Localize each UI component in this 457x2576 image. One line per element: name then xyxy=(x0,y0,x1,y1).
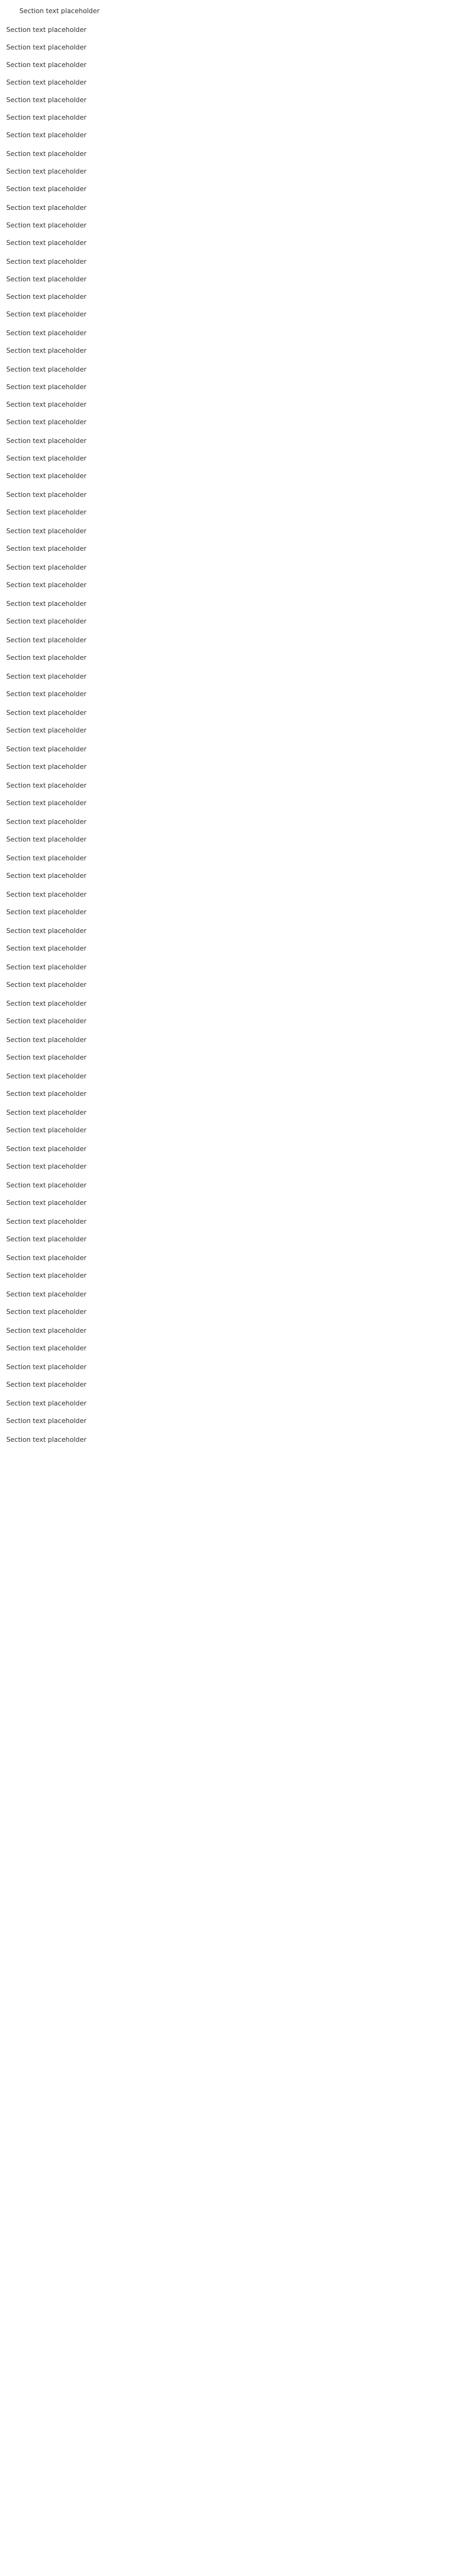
body-paragraph: Section text placeholder xyxy=(6,419,87,426)
subsection-heading: Section text placeholder xyxy=(6,637,87,644)
spec-line: Section text placeholder xyxy=(6,79,87,86)
body-paragraph: Section text placeholder xyxy=(6,1127,87,1134)
spec-line: Section text placeholder xyxy=(6,347,87,355)
subsection-heading: Section text placeholder xyxy=(6,1036,87,1044)
subsection-heading: Section text placeholder xyxy=(6,491,87,499)
subsection-heading: Section text placeholder xyxy=(6,204,87,212)
subsection-heading: Section text placeholder xyxy=(6,1145,87,1153)
subsection-heading: Section text placeholder xyxy=(6,401,87,409)
subsection-heading: Section text placeholder xyxy=(6,564,87,571)
body-paragraph: Section text placeholder xyxy=(6,1163,87,1171)
subsection-heading: Section text placeholder xyxy=(6,1109,87,1117)
subsection-heading: Section text placeholder xyxy=(6,1218,87,1226)
body-paragraph: Section text placeholder xyxy=(6,945,87,952)
spec-line: Section text placeholder xyxy=(6,132,87,139)
spec-line: Section text placeholder xyxy=(6,222,87,229)
subsection-heading: Section text placeholder xyxy=(6,258,87,266)
section-heading: Section text placeholder xyxy=(6,437,87,445)
body-paragraph: Section text placeholder xyxy=(6,472,87,480)
spec-line: Section text placeholder xyxy=(6,168,87,175)
subsection-heading: Section text placeholder xyxy=(6,709,87,717)
body-paragraph: Section text placeholder xyxy=(6,1090,87,1098)
body-paragraph: Section text placeholder xyxy=(6,1436,87,1444)
body-paragraph: Section text placeholder xyxy=(6,1199,87,1207)
body-paragraph: Section text placeholder xyxy=(6,836,87,843)
spec-line: Section text placeholder xyxy=(6,276,87,283)
subsection-heading: Section text placeholder xyxy=(6,1327,87,1335)
subsection-heading: Section text placeholder xyxy=(6,891,87,899)
body-paragraph: Section text placeholder xyxy=(6,1345,87,1352)
body-paragraph: Section text placeholder xyxy=(6,1308,87,1316)
subsection-heading: Section text placeholder xyxy=(6,1291,87,1298)
subsection-heading: Section text placeholder xyxy=(6,1000,87,1008)
subsection-heading: Section text placeholder xyxy=(6,600,87,608)
body-paragraph: Section text placeholder xyxy=(6,509,87,516)
body-paragraph: Section text placeholder xyxy=(6,618,87,625)
subsection-heading: Section text placeholder xyxy=(6,455,87,462)
subsection-heading: Section text placeholder xyxy=(6,44,87,51)
section-heading: Section text placeholder xyxy=(6,366,87,373)
body-paragraph: Section text placeholder xyxy=(6,1054,87,1061)
intro-paragraph: Section text placeholder xyxy=(19,8,100,15)
body-paragraph: Section text placeholder xyxy=(6,691,87,698)
spec-line: Section text placeholder xyxy=(6,96,87,104)
body-paragraph: Section text placeholder xyxy=(6,872,87,880)
body-paragraph: Section text placeholder xyxy=(6,800,87,807)
body-paragraph: Section text placeholder xyxy=(6,654,87,662)
subsection-heading: Section text placeholder xyxy=(6,818,87,826)
spec-line: Section text placeholder xyxy=(6,61,87,69)
body-paragraph: Section text placeholder xyxy=(6,1381,87,1389)
section-heading: Section text placeholder xyxy=(6,26,87,34)
spec-line: Section text placeholder xyxy=(6,330,87,337)
subsection-heading: Section text placeholder xyxy=(6,1364,87,1371)
body-paragraph: Section text placeholder xyxy=(6,581,87,589)
spec-line: Section text placeholder xyxy=(6,185,87,193)
spec-line: Section text placeholder xyxy=(6,239,87,247)
body-paragraph: Section text placeholder xyxy=(6,383,87,391)
subsection-heading: Section text placeholder xyxy=(6,1073,87,1080)
subsection-heading: Section text placeholder xyxy=(6,1400,87,1407)
spec-line: Section text placeholder xyxy=(6,311,87,318)
spec-line: Section text placeholder xyxy=(6,293,87,301)
subsection-heading: Section text placeholder xyxy=(6,673,87,681)
body-paragraph: Section text placeholder xyxy=(6,763,87,771)
body-paragraph: Section text placeholder xyxy=(6,1417,87,1425)
subsection-heading: Section text placeholder xyxy=(6,927,87,935)
subsection-heading: Section text placeholder xyxy=(6,528,87,535)
subsection-heading: Section text placeholder xyxy=(6,855,87,862)
body-paragraph: Section text placeholder xyxy=(6,981,87,989)
subsection-heading: Section text placeholder xyxy=(6,964,87,971)
body-paragraph: Section text placeholder xyxy=(6,545,87,553)
subsection-heading: Section text placeholder xyxy=(6,782,87,790)
subsection-heading: Section text placeholder xyxy=(6,150,87,158)
subsection-heading: Section text placeholder xyxy=(6,1182,87,1189)
spec-line: Section text placeholder xyxy=(6,114,87,122)
body-paragraph: Section text placeholder xyxy=(6,1018,87,1025)
body-paragraph: Section text placeholder xyxy=(6,1236,87,1243)
body-paragraph: Section text placeholder xyxy=(6,909,87,916)
subsection-heading: Section text placeholder xyxy=(6,1254,87,1262)
subsection-heading: Section text placeholder xyxy=(6,746,87,753)
body-paragraph: Section text placeholder xyxy=(6,727,87,734)
body-paragraph: Section text placeholder xyxy=(6,1272,87,1280)
